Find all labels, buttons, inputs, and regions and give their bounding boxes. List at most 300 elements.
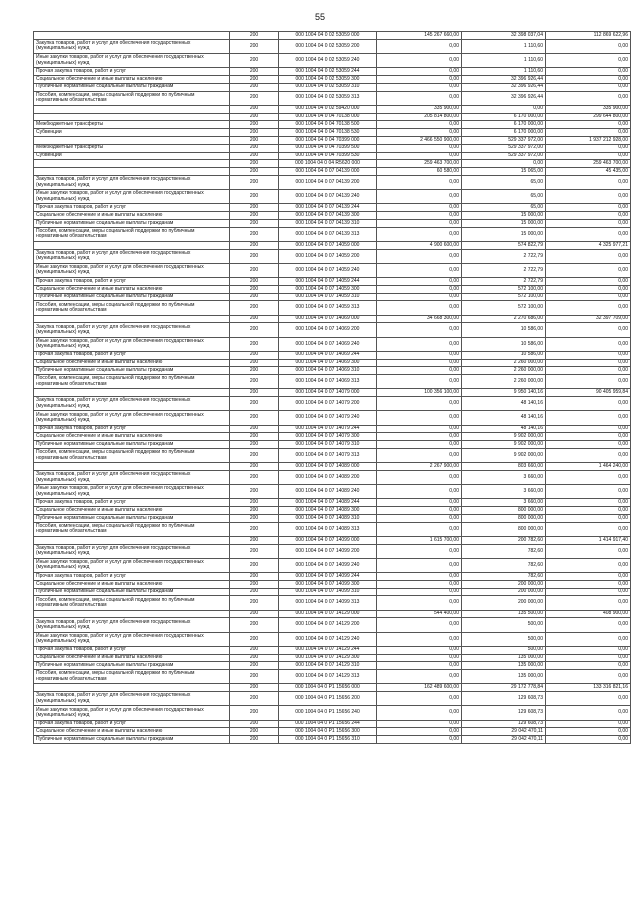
row-name-cell: Пособия, компенсации, меры социальной поддержки по публичным нормативным обязательствам <box>34 670 230 684</box>
row-name-cell: Закупка товаров, работ и услуг для обеспечения государственных (муниципальных) нужд <box>34 249 230 263</box>
budget-code-cell: 000 1004 04 0 07 14069 244 <box>279 351 377 359</box>
executed-amount-cell: 2 260 000,00 <box>462 367 546 375</box>
budget-code-cell: 000 1004 04 0 07 14079 300 <box>279 433 377 441</box>
table-row <box>34 706 631 720</box>
line-code-cell: 200 <box>230 646 279 654</box>
approved-amount-cell: 0,00 <box>377 425 462 433</box>
approved-amount-cell: 0,00 <box>377 397 462 411</box>
row-name-cell: Социальное обеспечение и иные выплаты населению <box>34 728 230 736</box>
row-name-cell: Субвенции <box>34 152 230 160</box>
row-name-cell: Закупка товаров, работ и услуг для обеспечения государственных (муниципальных) нужд <box>34 692 230 706</box>
remaining-amount-cell: 0,00 <box>546 646 631 654</box>
line-code-cell: 200 <box>230 425 279 433</box>
remaining-amount-cell: 0,00 <box>546 720 631 728</box>
budget-code-cell: 000 1004 04 0 02 53059 000 <box>279 32 377 40</box>
row-name-cell: Социальное обеспечение и иные выплаты населению <box>34 580 230 588</box>
executed-amount-cell: 15 000,00 <box>462 227 546 241</box>
budget-code-cell: 000 1004 04 0 07 14099 244 <box>279 573 377 581</box>
approved-amount-cell: 544 400,00 <box>377 610 462 618</box>
remaining-amount-cell: 0,00 <box>546 558 631 572</box>
approved-amount-cell: 259 463 700,00 <box>377 160 462 168</box>
remaining-amount-cell: 0,00 <box>546 706 631 720</box>
table-row <box>34 670 631 684</box>
executed-amount-cell: 32 396 926,44 <box>462 75 546 83</box>
budget-code-cell: 000 1004 04 0 04 70399 000 <box>279 136 377 144</box>
row-name-cell: Пособия, компенсации, меры социальной поддержки по публичным нормативным обязательствам <box>34 375 230 389</box>
table-row <box>34 337 631 351</box>
table-row <box>34 485 631 499</box>
executed-amount-cell: 135 000,00 <box>462 670 546 684</box>
table-row <box>34 618 631 632</box>
table-row <box>34 692 631 706</box>
line-code-cell: 200 <box>230 68 279 76</box>
table-row <box>34 175 631 189</box>
approved-amount-cell: 205 814 800,00 <box>377 113 462 121</box>
row-name-cell: Закупка товаров, работ и услуг для обеспечения государственных (муниципальных) нужд <box>34 323 230 337</box>
table-row <box>34 323 631 337</box>
budget-code-cell: 000 1004 04 0 02 53059 310 <box>279 83 377 91</box>
approved-amount-cell: 0,00 <box>377 706 462 720</box>
approved-amount-cell: 0,00 <box>377 249 462 263</box>
budget-code-cell: 000 1004 04 0 07 14079 200 <box>279 397 377 411</box>
table-row <box>34 720 631 728</box>
remaining-amount-cell: 0,00 <box>546 544 631 558</box>
line-code-cell: 200 <box>230 121 279 129</box>
row-name-cell: Публичные нормативные социальные выплаты гражданам <box>34 219 230 227</box>
remaining-amount-cell: 0,00 <box>546 278 631 286</box>
table-row <box>34 75 631 83</box>
budget-code-cell: 000 1004 04 0 07 04139 244 <box>279 204 377 212</box>
approved-amount-cell: 0,00 <box>377 293 462 301</box>
remaining-amount-cell: 0,00 <box>546 337 631 351</box>
executed-amount-cell: 135 500,00 <box>462 610 546 618</box>
approved-amount-cell: 0,00 <box>377 144 462 152</box>
remaining-amount-cell: 0,00 <box>546 219 631 227</box>
table-row <box>34 610 631 618</box>
approved-amount-cell: 4 900 600,00 <box>377 241 462 249</box>
row-name-cell: Публичные нормативные социальные выплаты гражданам <box>34 736 230 744</box>
remaining-amount-cell: 299 644 800,00 <box>546 113 631 121</box>
executed-amount-cell: 800 000,00 <box>462 507 546 515</box>
table-row <box>34 411 631 425</box>
approved-amount-cell: 0,00 <box>377 544 462 558</box>
approved-amount-cell: 0,00 <box>377 75 462 83</box>
row-name-cell <box>34 684 230 692</box>
remaining-amount-cell: 0,00 <box>546 359 631 367</box>
executed-amount-cell: 32 396 926,44 <box>462 83 546 91</box>
line-code-cell: 200 <box>230 463 279 471</box>
line-code-cell: 200 <box>230 389 279 397</box>
budget-code-cell: 000 1004 04 0 02 53059 200 <box>279 39 377 53</box>
budget-code-cell: 000 1004 04 0 07 14129 313 <box>279 670 377 684</box>
remaining-amount-cell: 32 397 709,00 <box>546 315 631 323</box>
table-row <box>34 588 631 596</box>
table-row <box>34 433 631 441</box>
executed-amount-cell: 2 270 686,00 <box>462 315 546 323</box>
budget-code-cell: 000 1004 04 0 P1 15656 240 <box>279 706 377 720</box>
table-row <box>34 241 631 249</box>
row-name-cell: Иные закупки товаров, работ и услуг для обеспечения государственных (муниципальных) нужд <box>34 411 230 425</box>
approved-amount-cell: 0,00 <box>377 359 462 367</box>
row-name-cell: Закупка товаров, работ и услуг для обеспечения государственных (муниципальных) нужд <box>34 397 230 411</box>
approved-amount-cell: 0,00 <box>377 129 462 137</box>
executed-amount-cell: 9 902 000,00 <box>462 433 546 441</box>
approved-amount-cell: 2 466 550 900,00 <box>377 136 462 144</box>
approved-amount-cell: 0,00 <box>377 285 462 293</box>
budget-code-cell: 000 1004 04 0 07 14069 000 <box>279 315 377 323</box>
budget-code-cell: 000 1004 04 0 07 14079 310 <box>279 441 377 449</box>
row-name-cell: Прочая закупка товаров, работ и услуг <box>34 278 230 286</box>
executed-amount-cell: 48 140,16 <box>462 411 546 425</box>
approved-amount-cell: 0,00 <box>377 448 462 462</box>
budget-code-cell: 000 1004 04 0 07 14129 000 <box>279 610 377 618</box>
line-code-cell: 200 <box>230 91 279 105</box>
budget-code-cell: 000 1004 04 0 07 14059 300 <box>279 285 377 293</box>
approved-amount-cell: 0,00 <box>377 433 462 441</box>
remaining-amount-cell: 0,00 <box>546 425 631 433</box>
remaining-amount-cell: 0,00 <box>546 129 631 137</box>
budget-code-cell: 000 1004 04 0 07 14089 200 <box>279 470 377 484</box>
row-name-cell <box>34 113 230 121</box>
approved-amount-cell: 0,00 <box>377 411 462 425</box>
approved-amount-cell: 0,00 <box>377 375 462 389</box>
executed-amount-cell: 129 608,73 <box>462 720 546 728</box>
row-name-cell: Прочая закупка товаров, работ и услуг <box>34 573 230 581</box>
budget-code-cell: 000 1004 04 0 07 14079 240 <box>279 411 377 425</box>
table-row <box>34 463 631 471</box>
table-row <box>34 558 631 572</box>
remaining-amount-cell: 0,00 <box>546 507 631 515</box>
table-row <box>34 152 631 160</box>
table-row <box>34 522 631 536</box>
approved-amount-cell: 0,00 <box>377 632 462 646</box>
row-name-cell: Пособия, компенсации, меры социальной поддержки по публичным нормативным обязательствам <box>34 522 230 536</box>
budget-code-cell: 000 1004 04 0 07 14079 000 <box>279 389 377 397</box>
budget-code-cell: 000 1004 04 0 07 14089 313 <box>279 522 377 536</box>
row-name-cell <box>34 32 230 40</box>
remaining-amount-cell: 0,00 <box>546 728 631 736</box>
line-code-cell: 200 <box>230 301 279 315</box>
budget-code-cell: 000 1004 04 0 07 14069 200 <box>279 323 377 337</box>
budget-code-cell: 000 1004 04 0 07 14089 310 <box>279 514 377 522</box>
table-row <box>34 105 631 113</box>
table-row <box>34 53 631 67</box>
line-code-cell: 200 <box>230 662 279 670</box>
row-name-cell <box>34 168 230 176</box>
table-row <box>34 646 631 654</box>
executed-amount-cell: 9 950 140,16 <box>462 389 546 397</box>
approved-amount-cell: 1 615 700,00 <box>377 536 462 544</box>
line-code-cell: 200 <box>230 190 279 204</box>
line-code-cell: 200 <box>230 728 279 736</box>
row-name-cell <box>34 160 230 168</box>
remaining-amount-cell: 0,00 <box>546 83 631 91</box>
budget-code-cell: 000 1004 04 0 P1 15656 000 <box>279 684 377 692</box>
budget-code-cell: 000 1004 04 0 07 04139 200 <box>279 175 377 189</box>
table-row <box>34 573 631 581</box>
line-code-cell: 200 <box>230 507 279 515</box>
budget-code-cell: 000 1004 04 0 07 14069 240 <box>279 337 377 351</box>
approved-amount-cell: 335 900,00 <box>377 105 462 113</box>
line-code-cell: 200 <box>230 105 279 113</box>
executed-amount-cell: 800 000,00 <box>462 522 546 536</box>
executed-amount-cell: 500,00 <box>462 632 546 646</box>
line-code-cell: 200 <box>230 168 279 176</box>
line-code-cell: 200 <box>230 573 279 581</box>
line-code-cell: 200 <box>230 485 279 499</box>
page-number: 55 <box>314 12 325 22</box>
budget-code-cell: 000 1004 04 0 07 14059 310 <box>279 293 377 301</box>
remaining-amount-cell: 0,00 <box>546 204 631 212</box>
line-code-cell: 200 <box>230 136 279 144</box>
table-row <box>34 263 631 277</box>
budget-code-cell: 000 1004 04 0 07 04139 000 <box>279 168 377 176</box>
line-code-cell: 200 <box>230 522 279 536</box>
approved-amount-cell: 0,00 <box>377 618 462 632</box>
budget-code-cell: 000 1004 04 0 07 14089 000 <box>279 463 377 471</box>
budget-code-cell: 000 1004 04 0 02 59420 000 <box>279 105 377 113</box>
remaining-amount-cell: 259 463 700,00 <box>546 160 631 168</box>
budget-code-cell: 000 1004 04 0 07 14129 200 <box>279 618 377 632</box>
approved-amount-cell: 0,00 <box>377 522 462 536</box>
executed-amount-cell: 572 100,00 <box>462 301 546 315</box>
row-name-cell <box>34 389 230 397</box>
budget-code-cell: 000 1004 04 0 07 04139 240 <box>279 190 377 204</box>
approved-amount-cell: 0,00 <box>377 212 462 220</box>
approved-amount-cell: 0,00 <box>377 323 462 337</box>
executed-amount-cell: 9 902 000,00 <box>462 448 546 462</box>
approved-amount-cell: 0,00 <box>377 190 462 204</box>
executed-amount-cell: 15 000,00 <box>462 219 546 227</box>
line-code-cell: 200 <box>230 670 279 684</box>
remaining-amount-cell: 0,00 <box>546 573 631 581</box>
line-code-cell: 200 <box>230 351 279 359</box>
line-code-cell: 200 <box>230 448 279 462</box>
remaining-amount-cell: 0,00 <box>546 470 631 484</box>
row-name-cell: Прочая закупка товаров, работ и услуг <box>34 720 230 728</box>
row-name-cell: Субвенции <box>34 129 230 137</box>
executed-amount-cell: 10 586,00 <box>462 351 546 359</box>
table-row <box>34 129 631 137</box>
approved-amount-cell: 0,00 <box>377 692 462 706</box>
remaining-amount-cell: 0,00 <box>546 263 631 277</box>
executed-amount-cell: 529 337 972,00 <box>462 136 546 144</box>
line-code-cell: 200 <box>230 470 279 484</box>
table-row <box>34 293 631 301</box>
budget-code-cell: 000 1004 04 0 07 04139 313 <box>279 227 377 241</box>
table-row <box>34 168 631 176</box>
remaining-amount-cell: 0,00 <box>546 654 631 662</box>
line-code-cell: 200 <box>230 375 279 389</box>
remaining-amount-cell: 0,00 <box>546 121 631 129</box>
budget-code-cell: 000 1004 04 0 07 14079 244 <box>279 425 377 433</box>
table-row <box>34 662 631 670</box>
row-name-cell: Социальное обеспечение и иные выплаты населению <box>34 285 230 293</box>
executed-amount-cell: 135 000,00 <box>462 654 546 662</box>
row-name-cell <box>34 536 230 544</box>
table-row <box>34 397 631 411</box>
remaining-amount-cell: 0,00 <box>546 68 631 76</box>
row-name-cell: Межбюджетные трансферты <box>34 121 230 129</box>
remaining-amount-cell: 0,00 <box>546 485 631 499</box>
line-code-cell: 200 <box>230 367 279 375</box>
line-code-cell: 200 <box>230 83 279 91</box>
approved-amount-cell: 0,00 <box>377 351 462 359</box>
line-code-cell: 200 <box>230 227 279 241</box>
executed-amount-cell: 6 170 000,00 <box>462 113 546 121</box>
remaining-amount-cell: 0,00 <box>546 175 631 189</box>
remaining-amount-cell: 90 405 959,84 <box>546 389 631 397</box>
line-code-cell: 200 <box>230 720 279 728</box>
table-row <box>34 514 631 522</box>
remaining-amount-cell: 0,00 <box>546 367 631 375</box>
line-code-cell: 200 <box>230 706 279 720</box>
remaining-amount-cell: 335 900,00 <box>546 105 631 113</box>
approved-amount-cell: 0,00 <box>377 175 462 189</box>
executed-amount-cell: 6 170 000,00 <box>462 129 546 137</box>
line-code-cell: 200 <box>230 499 279 507</box>
executed-amount-cell: 200 000,00 <box>462 580 546 588</box>
budget-code-cell: 000 1004 04 0 07 14059 000 <box>279 241 377 249</box>
row-name-cell: Закупка товаров, работ и услуг для обеспечения государственных (муниципальных) нужд <box>34 544 230 558</box>
executed-amount-cell: 29 042 470,11 <box>462 736 546 744</box>
budget-code-cell: 000 1004 04 0 07 14059 240 <box>279 263 377 277</box>
row-name-cell: Прочая закупка товаров, работ и услуг <box>34 499 230 507</box>
row-name-cell <box>34 136 230 144</box>
line-code-cell: 200 <box>230 632 279 646</box>
table-row <box>34 367 631 375</box>
remaining-amount-cell: 0,00 <box>546 375 631 389</box>
approved-amount-cell: 0,00 <box>377 227 462 241</box>
approved-amount-cell: 34 668 300,00 <box>377 315 462 323</box>
remaining-amount-cell: 0,00 <box>546 522 631 536</box>
table-row <box>34 448 631 462</box>
remaining-amount-cell: 0,00 <box>546 448 631 462</box>
budget-code-cell: 000 1004 04 0 04 70138 000 <box>279 113 377 121</box>
approved-amount-cell: 0,00 <box>377 499 462 507</box>
row-name-cell: Социальное обеспечение и иные выплаты населению <box>34 433 230 441</box>
table-row <box>34 160 631 168</box>
row-name-cell: Иные закупки товаров, работ и услуг для обеспечения государственных (муниципальных) нужд <box>34 558 230 572</box>
approved-amount-cell: 0,00 <box>377 485 462 499</box>
remaining-amount-cell: 0,00 <box>546 618 631 632</box>
budget-code-cell: 000 1004 04 0 07 14129 310 <box>279 662 377 670</box>
approved-amount-cell: 0,00 <box>377 204 462 212</box>
line-code-cell: 200 <box>230 175 279 189</box>
line-code-cell: 200 <box>230 654 279 662</box>
row-name-cell: Социальное обеспечение и иные выплаты населению <box>34 359 230 367</box>
line-code-cell: 200 <box>230 212 279 220</box>
table-row <box>34 441 631 449</box>
approved-amount-cell: 0,00 <box>377 728 462 736</box>
line-code-cell: 200 <box>230 152 279 160</box>
line-code-cell: 200 <box>230 293 279 301</box>
approved-amount-cell: 145 267 660,00 <box>377 32 462 40</box>
row-name-cell <box>34 105 230 113</box>
row-name-cell: Иные закупки товаров, работ и услуг для обеспечения государственных (муниципальных) нужд <box>34 263 230 277</box>
table-row <box>34 470 631 484</box>
row-name-cell: Прочая закупка товаров, работ и услуг <box>34 204 230 212</box>
remaining-amount-cell: 0,00 <box>546 212 631 220</box>
row-name-cell: Пособия, компенсации, меры социальной поддержки по публичным нормативным обязательствам <box>34 301 230 315</box>
executed-amount-cell: 48 140,16 <box>462 425 546 433</box>
remaining-amount-cell: 408 900,00 <box>546 610 631 618</box>
remaining-amount-cell: 0,00 <box>546 499 631 507</box>
remaining-amount-cell: 0,00 <box>546 397 631 411</box>
remaining-amount-cell: 0,00 <box>546 588 631 596</box>
budget-execution-table <box>33 31 630 744</box>
executed-amount-cell: 200 000,00 <box>462 588 546 596</box>
table-row <box>34 136 631 144</box>
line-code-cell: 200 <box>230 544 279 558</box>
approved-amount-cell: 0,00 <box>377 736 462 744</box>
line-code-cell: 200 <box>230 692 279 706</box>
table-row <box>34 596 631 610</box>
approved-amount-cell: 0,00 <box>377 83 462 91</box>
executed-amount-cell: 3 660,00 <box>462 470 546 484</box>
line-code-cell: 200 <box>230 204 279 212</box>
table-row <box>34 113 631 121</box>
line-code-cell: 200 <box>230 618 279 632</box>
row-name-cell: Публичные нормативные социальные выплаты гражданам <box>34 514 230 522</box>
budget-code-cell: 000 1004 04 0 07 14129 240 <box>279 632 377 646</box>
executed-amount-cell: 48 140,16 <box>462 397 546 411</box>
executed-amount-cell: 500,00 <box>462 618 546 632</box>
remaining-amount-cell: 0,00 <box>546 91 631 105</box>
approved-amount-cell: 0,00 <box>377 278 462 286</box>
line-code-cell: 200 <box>230 113 279 121</box>
table-row <box>34 507 631 515</box>
approved-amount-cell: 0,00 <box>377 654 462 662</box>
row-name-cell: Закупка товаров, работ и услуг для обеспечения государственных (муниципальных) нужд <box>34 618 230 632</box>
remaining-amount-cell: 4 325 977,21 <box>546 241 631 249</box>
line-code-cell: 200 <box>230 441 279 449</box>
row-name-cell: Иные закупки товаров, работ и услуг для обеспечения государственных (муниципальных) нужд <box>34 190 230 204</box>
budget-code-cell: 000 1004 04 0 04 70138 500 <box>279 121 377 129</box>
line-code-cell: 200 <box>230 263 279 277</box>
executed-amount-cell: 65,00 <box>462 175 546 189</box>
row-name-cell: Прочая закупка товаров, работ и услуг <box>34 646 230 654</box>
executed-amount-cell: 6 170 000,00 <box>462 121 546 129</box>
executed-amount-cell: 32 398 037,04 <box>462 32 546 40</box>
executed-amount-cell: 2 260 000,00 <box>462 375 546 389</box>
approved-amount-cell: 0,00 <box>377 558 462 572</box>
budget-code-cell: 000 1004 04 0 07 04139 300 <box>279 212 377 220</box>
approved-amount-cell: 0,00 <box>377 588 462 596</box>
executed-amount-cell: 29 042 470,11 <box>462 728 546 736</box>
line-code-cell: 200 <box>230 323 279 337</box>
executed-amount-cell: 0,00 <box>462 105 546 113</box>
line-code-cell: 200 <box>230 39 279 53</box>
remaining-amount-cell: 0,00 <box>546 441 631 449</box>
executed-amount-cell: 10 586,00 <box>462 323 546 337</box>
budget-code-cell: 000 1004 04 0 07 14099 310 <box>279 588 377 596</box>
budget-code-cell: 000 1004 04 0 02 53059 313 <box>279 91 377 105</box>
executed-amount-cell: 9 902 000,00 <box>462 441 546 449</box>
row-name-cell: Социальное обеспечение и иные выплаты населению <box>34 212 230 220</box>
line-code-cell: 200 <box>230 278 279 286</box>
table-row <box>34 632 631 646</box>
row-name-cell: Публичные нормативные социальные выплаты гражданам <box>34 83 230 91</box>
approved-amount-cell: 0,00 <box>377 301 462 315</box>
table-row <box>34 544 631 558</box>
remaining-amount-cell: 1 937 212 928,00 <box>546 136 631 144</box>
line-code-cell: 200 <box>230 558 279 572</box>
executed-amount-cell: 1 110,60 <box>462 39 546 53</box>
remaining-amount-cell: 0,00 <box>546 190 631 204</box>
line-code-cell: 200 <box>230 433 279 441</box>
executed-amount-cell: 1 110,60 <box>462 53 546 67</box>
